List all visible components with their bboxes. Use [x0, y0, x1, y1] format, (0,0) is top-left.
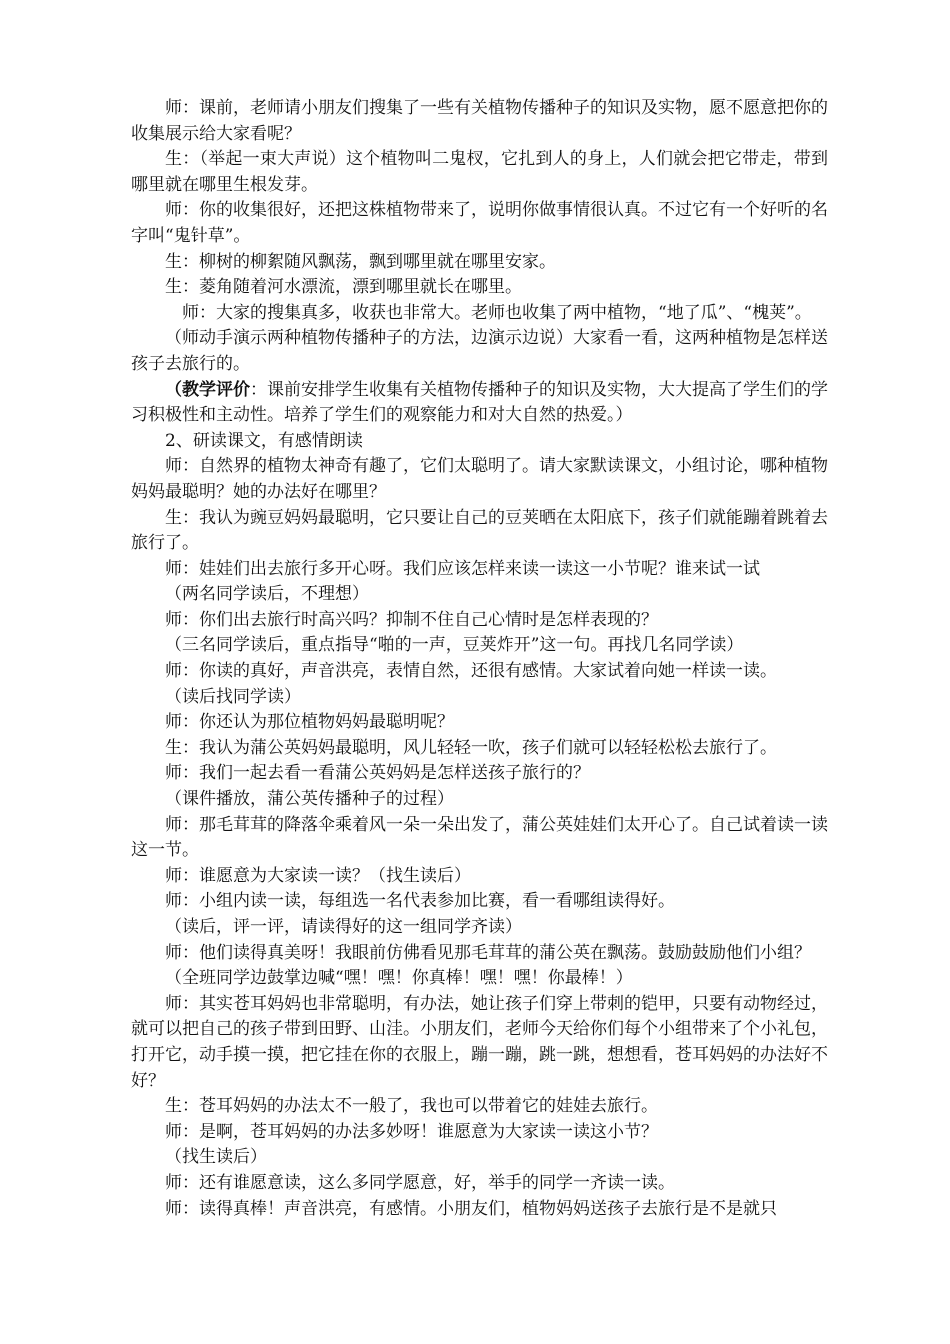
paragraph: 师：大家的搜集真多，收获也非常大。老师也收集了两中植物，“地了瓜”、“槐荚”。: [182, 302, 812, 323]
paragraph: 师：读得真棒！声音洪亮，有感情。小朋友们，植物妈妈送孩子去旅行是不是就只: [165, 1198, 777, 1219]
paragraph: 师：你的收集很好，还把这株植物带来了，说明你做事情很认真。不过它有一个好听的名字叫“鬼针草”。: [131, 200, 828, 246]
paragraph: 生：我认为蒲公英妈妈最聪明，风儿轻轻一吹，孩子们就可以轻轻松松去旅行了。: [165, 737, 777, 758]
paragraph: 师：你还认为那位植物妈妈最聪明呢？: [165, 712, 454, 733]
paragraph: （全班同学边鼓掌边喊“嘿！嘿！你真棒！嘿！嘿！你最棒！）: [165, 968, 633, 989]
paragraph: 师：你们出去旅行时高兴吗？抑制不住自己心情时是怎样表现的？: [165, 609, 658, 630]
paragraph: 师：其实苍耳妈妈也非常聪明，有办法，她让孩子们穿上带刺的铠甲，只要有动物经过，就可以把自己的孩子带到田野、山洼。小朋友们，老师今天给你们每个小组带来了个小礼包，打开它，动手摸一摸，把它挂在你的衣服上，蹦一蹦，跳一跳，想想看，苍耳妈妈的办法好不好？: [131, 993, 828, 1091]
paragraph: 师：他们读得真美呀！我眼前仿佛看见那毛茸茸的蒲公英在飘荡。鼓励鼓励他们小组？: [165, 942, 811, 963]
paragraph: 师：娃娃们出去旅行多开心呀。我们应该怎样来读一读这一小节呢？谁来试一试: [165, 558, 760, 579]
paragraph: （师动手演示两种植物传播种子的方法，边演示边说）大家看一看，这两种植物是怎样送孩子去旅行的。: [131, 328, 828, 374]
paragraph: 师：我们一起去看一看蒲公英妈妈是怎样送孩子旅行的？: [165, 763, 590, 784]
teaching-evaluation-paragraph: [131, 378, 828, 429]
paragraph: （两名同学读后，不理想）: [165, 584, 369, 605]
document-page: [131, 96, 828, 1222]
paragraph: 生：（举起一束大声说）这个植物叫二鬼杈，它扎到人的身上，人们就会把它带走，带到哪里就在哪里生根发芽。: [131, 149, 828, 195]
paragraph: 生：柳树的柳絮随风飘荡，飘到哪里就在哪里安家。: [165, 251, 556, 272]
paragraph: 生：苍耳妈妈的办法太不一般了，我也可以带着它的娃娃去旅行。: [165, 1096, 658, 1117]
paragraph: （课件播放，蒲公英传播种子的过程）: [165, 789, 454, 810]
paragraph: 师：你读的真好，声音洪亮，表情自然，还很有感情。大家试着向她一样读一读。: [165, 661, 777, 682]
paragraph: 生：菱角随着河水漂流，漂到哪里就长在哪里。: [165, 277, 522, 298]
paragraph: 师：课前，老师请小朋友们搜集了一些有关植物传播种子的知识及实物，愿不愿意把你的收集展示给大家看呢？: [131, 98, 828, 144]
paragraph: （找生读后）: [165, 1147, 267, 1168]
paragraph: （读后找同学读）: [165, 686, 301, 707]
section-heading: 2、研读课文，有感情朗读: [165, 430, 363, 451]
paragraph: 师：还有谁愿意读，这么多同学愿意，好，举手的同学一齐读一读。: [165, 1172, 675, 1193]
teaching-evaluation-label: （教学评价: [165, 379, 250, 400]
paragraph: 师：是啊，苍耳妈妈的办法多妙呀！谁愿意为大家读一读这小节？: [165, 1121, 658, 1142]
paragraph: （读后，评一评，请读得好的这一组同学齐读）: [165, 917, 522, 937]
paragraph: 师：那毛茸茸的降落伞乘着风一朵一朵出发了，蒲公英娃娃们太开心了。自己试着读一读这一节。: [131, 814, 828, 861]
paragraph: 师：小组内读一读，每组选一名代表参加比赛，看一看哪组读得好。: [165, 891, 675, 912]
paragraph: （三名同学读后，重点指导“啪的一声，豆荚炸开”这一句。再找几名同学读）: [165, 635, 744, 656]
paragraph: 师：谁愿意为大家读一读？（找生读后）: [165, 865, 471, 886]
paragraph: 师：自然界的植物太神奇有趣了，它们太聪明了。请大家默读课文，小组讨论，哪种植物妈妈最聪明？她的办法好在哪里？: [131, 456, 828, 502]
teaching-evaluation-text: ：课前安排学生收集有关植物传播种子的知识及实物，大大提高了学生们的学习积极性和主动性。培养了学生们的观察能力和对大自然的热爱。）: [131, 379, 828, 426]
paragraph: 生：我认为豌豆妈妈最聪明，它只要让自己的豆荚晒在太阳底下，孩子们就能蹦着跳着去旅行了。: [131, 507, 828, 554]
